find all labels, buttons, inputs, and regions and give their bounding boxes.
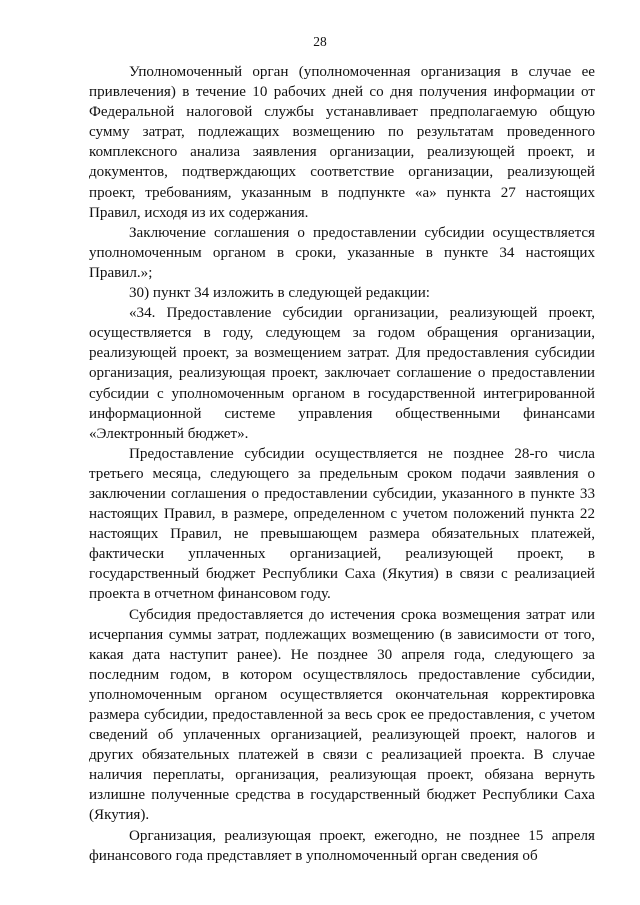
document-body (89, 62, 595, 866)
paragraph-agreement-conclusion: Заключение соглашения о предоставлении субсидии осуществляется уполномоченным органом в сроки, указанные в пункте 34 настоящих Правил.»; (89, 224, 595, 281)
paragraph-annual-reporting: Организация, реализующая проект, ежегодно, не позднее 15 апреля финансового года представляет в уполномоченный орган сведения об (89, 827, 595, 864)
paragraph-authorized-body-assessment: Уполномоченный орган (уполномоченная организация в случае ее привлечения) в течение 10 рабочих дней со дня получения информации от Федеральной налоговой службы устанавливает предполагаемую общую сумму затрат, подлежащих возмещению по результатам проведенного комплексного анализа заявления организации, реализующей проект, и документов, подтверждающих соответствие организации, реализующей проект, требованиям, указанным в подпункте «а» пункта 27 настоящих Правил, исходя из их содержания. (89, 64, 595, 221)
paragraph-clause-34: «34. Предоставление субсидии организации, реализующей проект, осуществляется в году, следующем за годом обращения организации, реализующей проект, за возмещением затрат. Для предоставления субсидии организация, реализующая проект, заключает соглашение о предоставлении субсидии с уполномоченным органом в государственной интегрированной информационной системе управления общественными финансами «Электронный бюджет». (89, 305, 595, 442)
paragraph-subsidy-duration: Субсидия предоставляется до истечения срока возмещения затрат или исчерпания суммы затрат, подлежащих возмещению (в зависимости от того, какая дата наступит ранее). Не позднее 30 апреля года, следующего за последним годом, в котором осуществлялось предоставление субсидии, уполномоченным органом осуществляется окончательная корректировка размера субсидии, предоставленной за весь срок ее предоставления, с учетом сведений об уплаченных организацией, реализующей проект, налогов и других обязательных платежей в связи с реализацией проекта. В случае наличия переплаты, организация, реализующая проект, обязана вернуть излишне полученные средства в государственный бюджет Республики Саха (Якутия). (89, 606, 595, 824)
paragraph-subsidy-deadline: Предоставление субсидии осуществляется не позднее 28-го числа третьего месяца, следующего за предельным сроком подачи заявления о заключении соглашения о предоставлении субсидии, указанного в пункте 33 настоящих Правил, в размере, определенном с учетом положений пункта 22 настоящих Правил, не превышающем размера обязательных платежей, фактически уплаченных организацией, реализующей проект, в государственный бюджет Республики Саха (Якутия) в связи с реализацией проекта в отчетном финансовом году. (89, 445, 595, 603)
page-number: 28 (313, 34, 327, 49)
paragraph-item-30-amendment: 30) пункт 34 изложить в следующей редакции: (129, 285, 430, 302)
